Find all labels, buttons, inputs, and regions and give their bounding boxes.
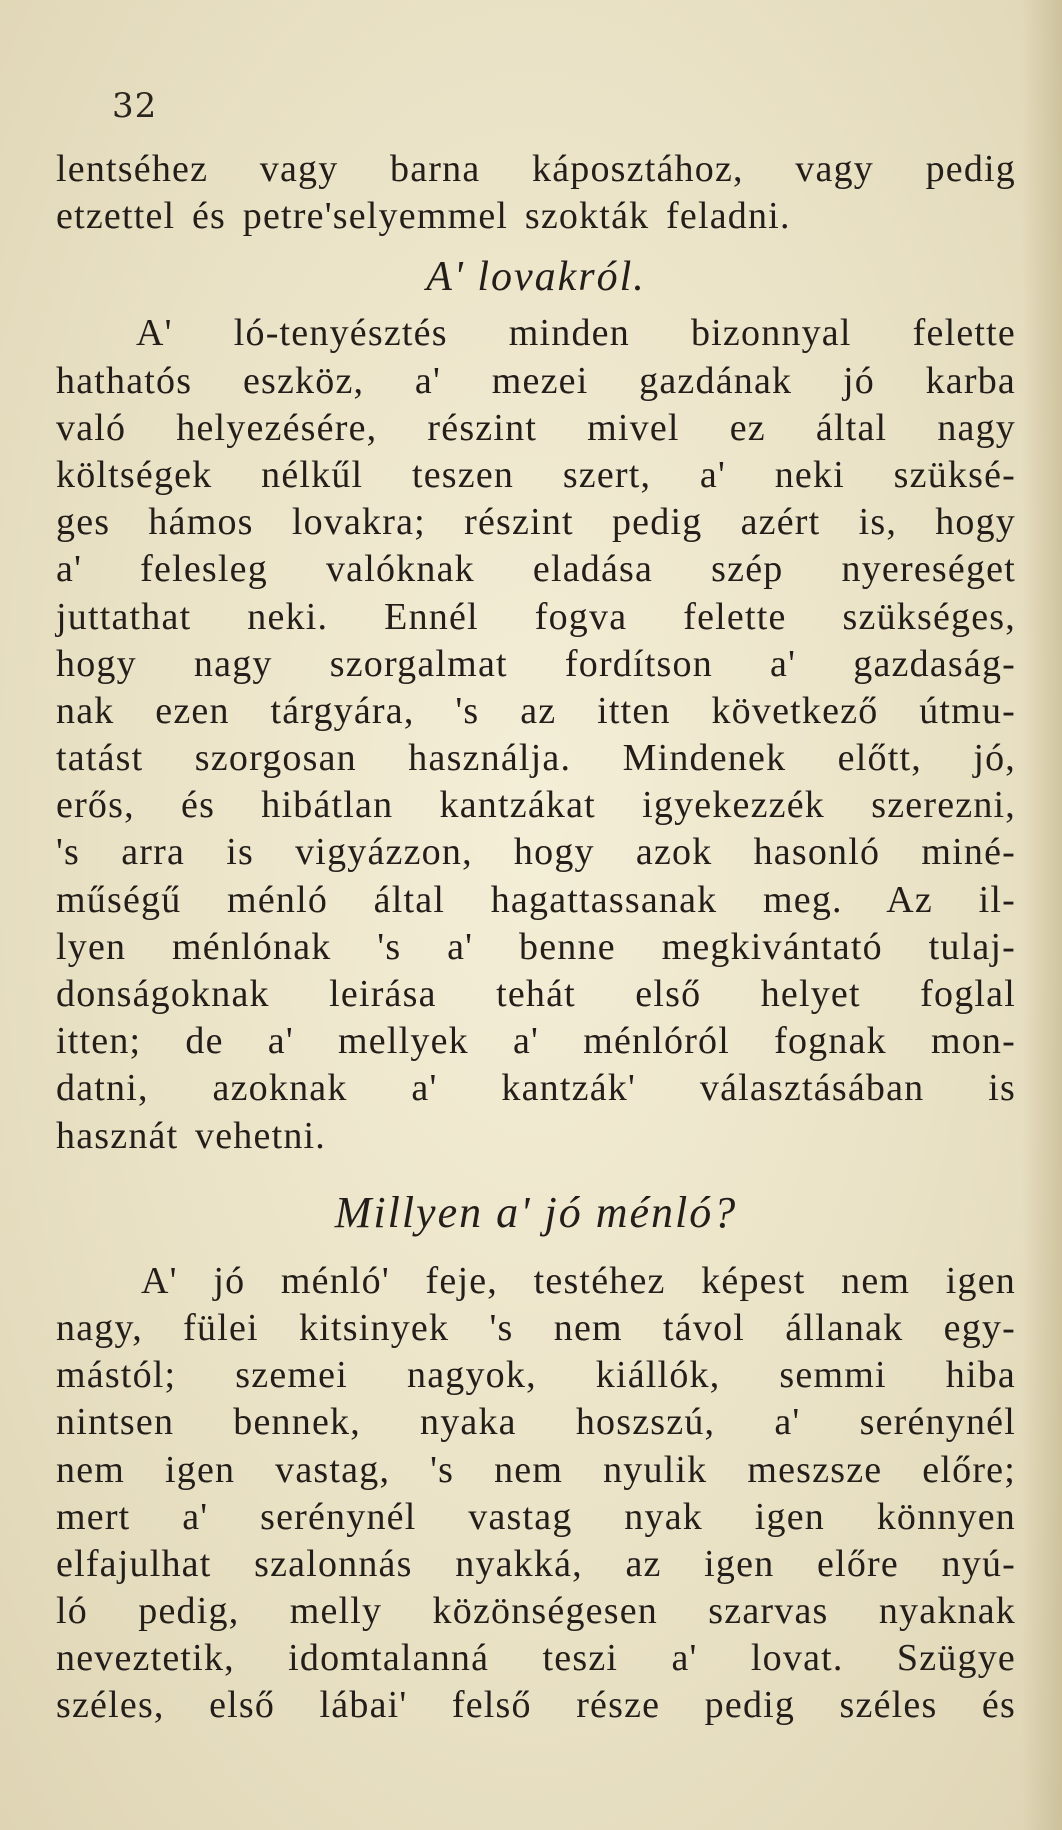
- text-line: juttathat neki. Ennél fogva felette szükséges,: [56, 595, 1016, 638]
- text-line: hasznát vehetni.: [56, 1114, 326, 1157]
- text-line: 's arra is vigyázzon, hogy azok hasonló miné-: [56, 831, 1016, 874]
- text-line: lyen ménlónak 's a' benne megkivántató tulaj-: [56, 925, 1016, 968]
- text-line: való helyezésére, részint mivel ez által nagy: [56, 406, 1016, 449]
- page-number: 32: [112, 86, 158, 126]
- text-line: hogy nagy szorgalmat fordítson a' gazdaság-: [56, 642, 1016, 685]
- text-line: datni, azoknak a' kantzák' választásában is: [56, 1067, 1016, 1110]
- text-line: műségű ménló által hagattassanak meg. Az il-: [56, 878, 1016, 921]
- text-line: donságoknak leirása tehát első helyet foglal: [56, 973, 1016, 1015]
- text-line: tatást szorgosan használja. Mindenek előtt, jó,: [56, 737, 1016, 780]
- text-line: itten; de a' mellyek a' ménlóról fognak mon-: [56, 1020, 1016, 1063]
- text-line: lentséhez vagy barna káposztához, vagy pedig: [56, 148, 1016, 190]
- text-line: nak ezen tárgyára, 's az itten következő útmu-: [56, 689, 1016, 732]
- text-line: mert a' serénynél vastag nyak igen könnyen: [56, 1495, 1016, 1538]
- text-line: A' jó ménló' feje, testéhez képest nem igen: [141, 1259, 1016, 1302]
- text-line: mástól; szemei nagyok, kiállók, semmi hiba: [56, 1354, 1016, 1397]
- text-line: A' ló-tenyésztés minden bizonnyal felette: [136, 312, 1016, 355]
- section-heading-lovakrol: A' lovakról.: [426, 254, 646, 301]
- text-line: ló pedig, melly közönségesen szarvas nyaknak: [56, 1590, 1016, 1633]
- text-line: nem igen vastag, 's nem nyulik meszsze előre;: [56, 1448, 1016, 1491]
- page-text: [56, 146, 1016, 1730]
- text-line: ges hámos lovakra; részint pedig azért is, hogy: [56, 501, 1016, 544]
- text-line: elfajulhat szalonnás nyakká, az igen előre nyú-: [56, 1542, 1016, 1585]
- text-line: nagy, fülei kitsinyek 's nem távol állanak egy-: [56, 1306, 1016, 1349]
- text-line: a' felesleg valóknak eladása szép nyereséget: [56, 548, 1016, 591]
- text-line: költségek nélkűl teszen szert, a' neki szüksé-: [56, 453, 1016, 496]
- text-line: hathatós eszköz, a' mezei gazdának jó karba: [56, 359, 1016, 402]
- text-line: etzettel és petre'selyemmel szokták feladni.: [56, 195, 791, 238]
- text-line: széles, első lábai' felső része pedig széles és: [56, 1684, 1016, 1727]
- text-line: erős, és hibátlan kantzákat igyekezzék szerezni,: [56, 784, 1016, 827]
- text-line: nintsen bennek, nyaka hoszszú, a' serénynél: [56, 1401, 1016, 1444]
- section-heading-millyen: Millyen a' jó ménló?: [334, 1187, 738, 1237]
- page-edge-shadow: [1022, 0, 1062, 1830]
- text-line: neveztetik, idomtalanná teszi a' lovat. Szügye: [56, 1637, 1016, 1680]
